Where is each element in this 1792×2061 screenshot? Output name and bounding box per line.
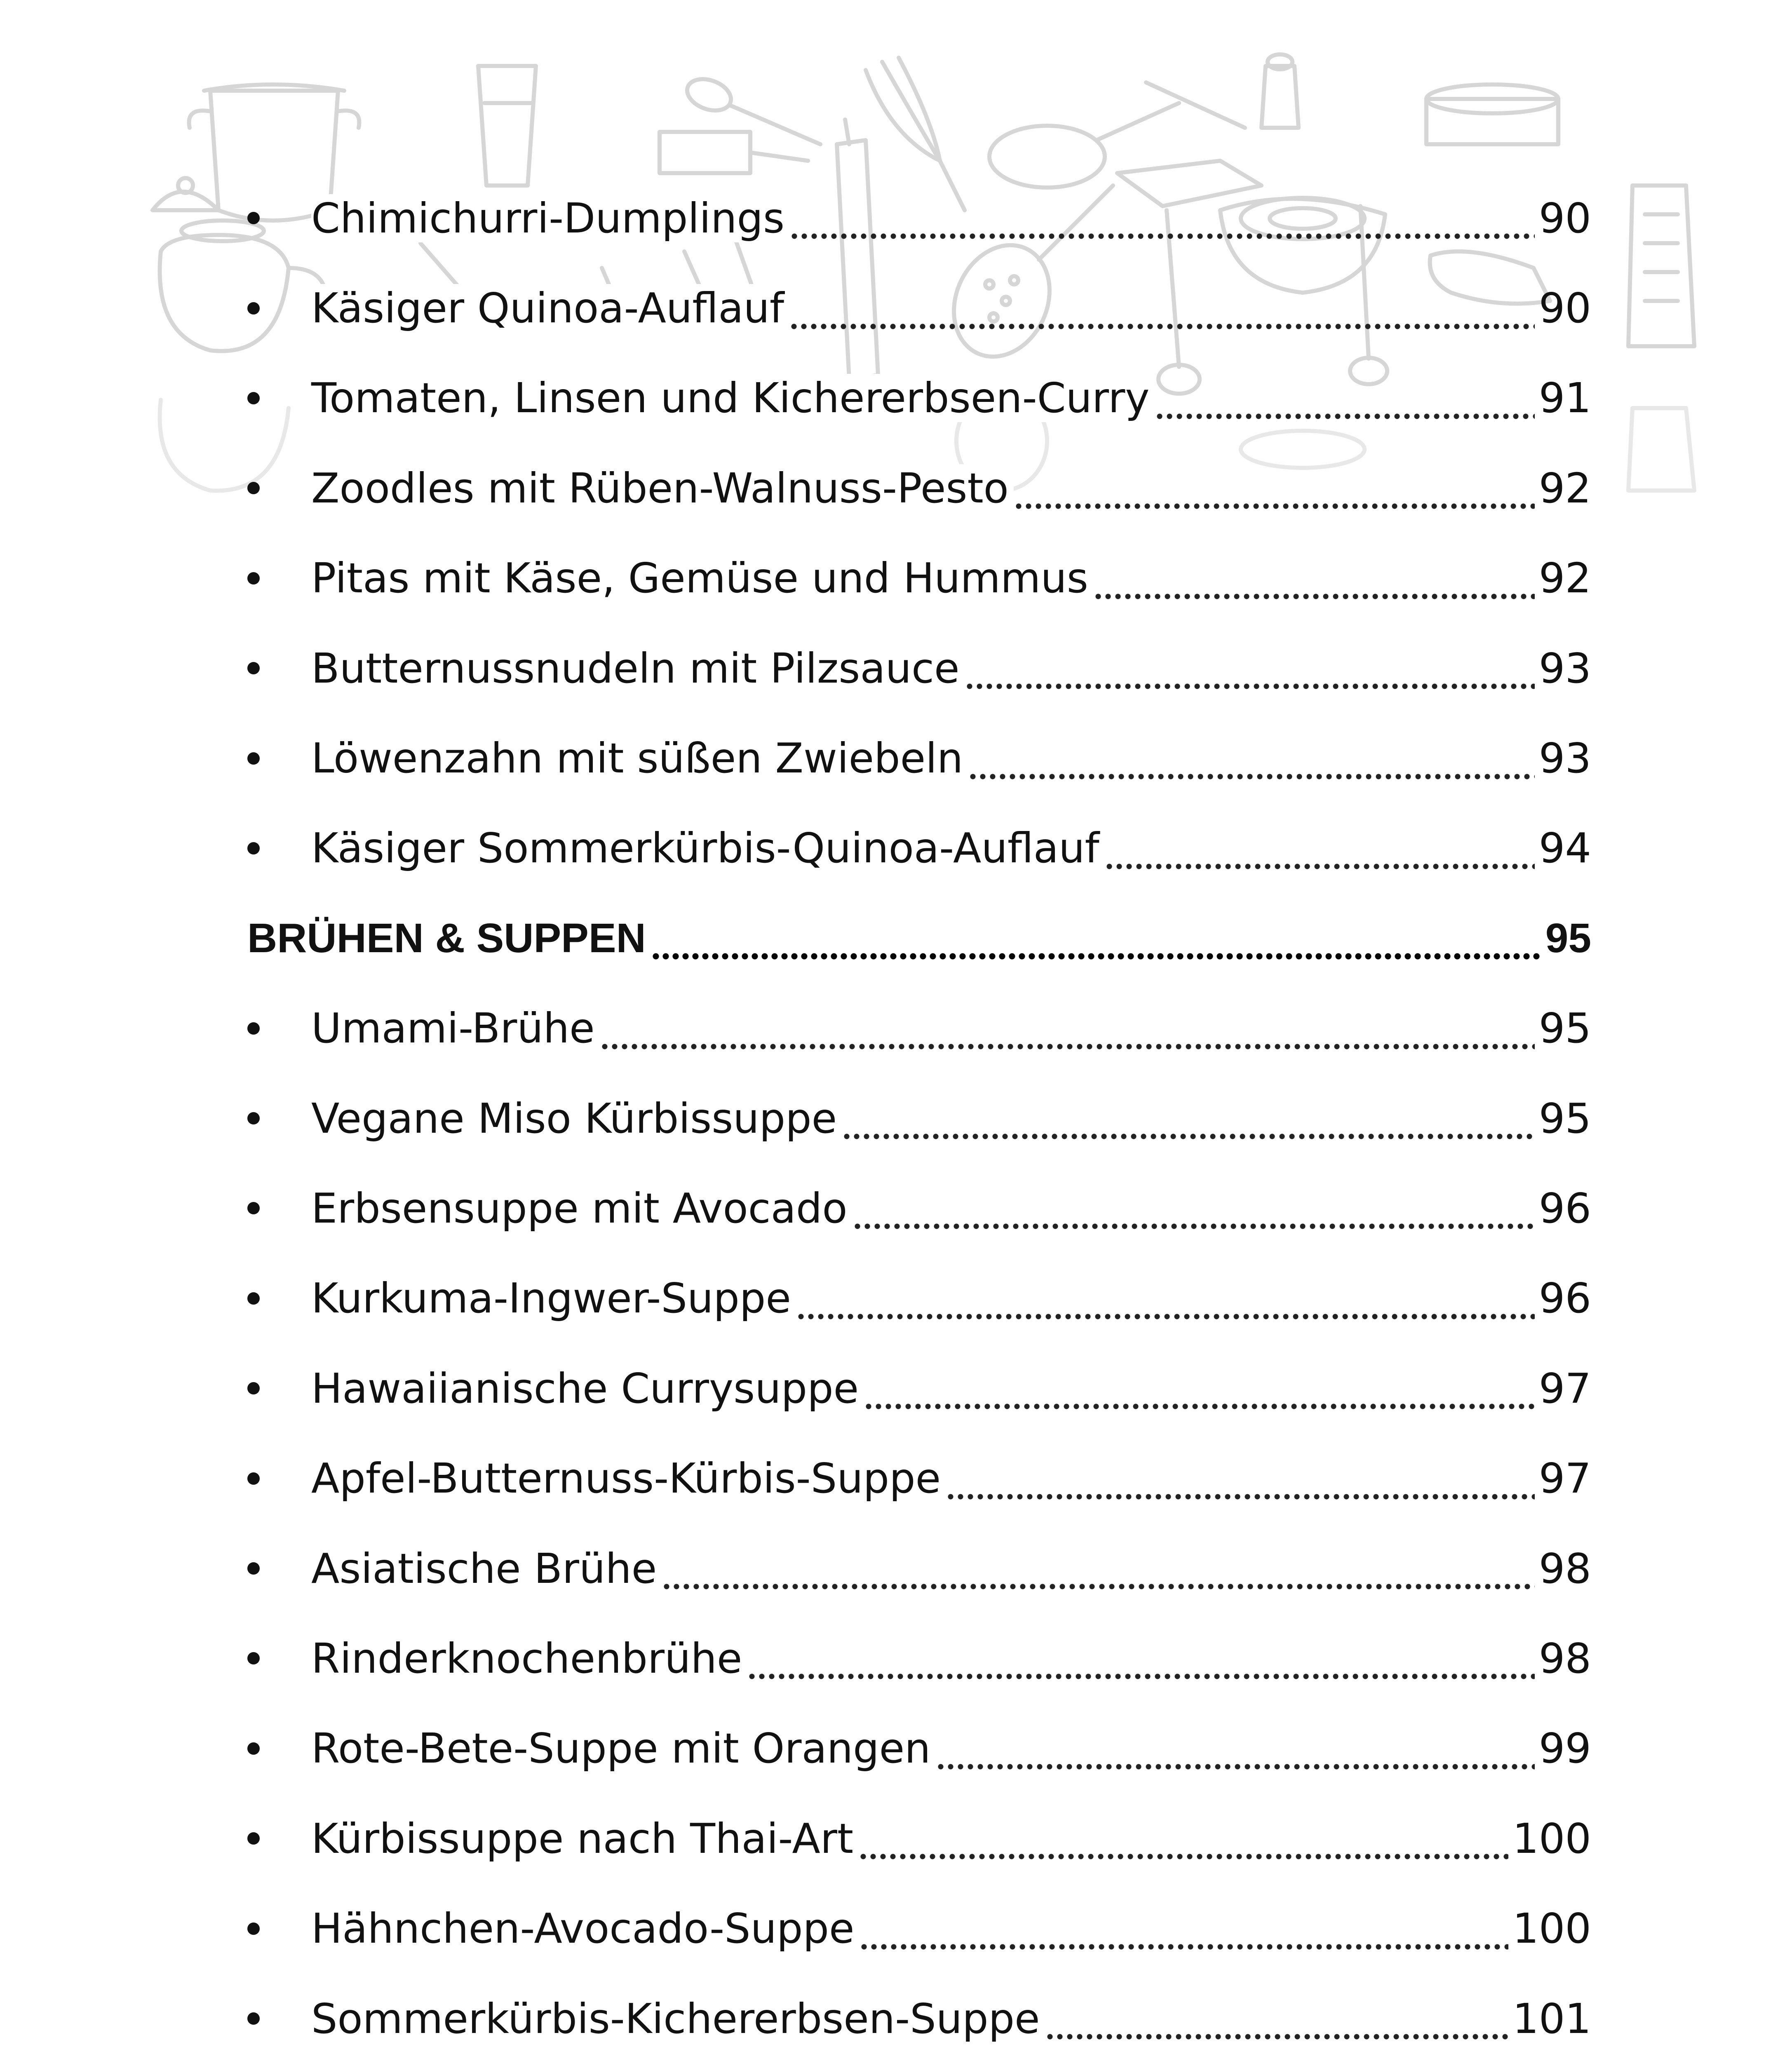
pepper-grinder-icon [1261,54,1299,128]
dot-leader [946,1465,1535,1507]
dot-leader [1045,2005,1509,2047]
dot-leader [1093,565,1535,606]
toc-entry[interactable] [247,623,1591,713]
toc-entry[interactable] [247,1254,1591,1343]
toc-entry[interactable] [247,1343,1591,1433]
toc-entry-page: 95 [1538,1004,1591,1053]
toc-entry-title: Vegane Miso Kürbissuppe [311,1094,842,1143]
toc-entry-title: Löwenzahn mit süßen Zwiebeln [311,734,968,782]
cake-pan-icon [1426,85,1558,144]
bullet-icon [247,1562,260,1575]
toc-entry[interactable] [247,1793,1591,1883]
bullet-icon [247,842,260,854]
bullet-icon [247,1652,260,1664]
toc-entry-page: 101 [1513,1994,1591,2043]
toc-entry-title: Sommerkürbis-Kichererbsen-Suppe [311,1995,1045,2043]
toc-entry-page: 92 [1538,554,1591,603]
dot-leader [747,1645,1534,1686]
toc-entry-title: Käsiger Quinoa-Auflauf [311,284,789,332]
toc-entry[interactable] [247,1523,1591,1613]
dot-leader [789,295,1535,336]
bullet-icon [247,1742,260,1755]
bullet-icon [247,1292,260,1305]
toc-section-page: 95 [1545,915,1591,961]
bullet-icon [247,482,260,494]
dot-leader [1104,835,1535,876]
toc-entry-title: Zoodles mit Rüben-Walnuss-Pesto [311,464,1014,512]
bullet-icon [247,392,260,404]
dot-leader [651,925,1541,966]
toc-entry[interactable] [247,443,1591,533]
knife-icon [660,132,808,173]
toc-entry[interactable] [247,984,1591,1073]
toc-entry-title: Rote-Bete-Suppe mit Orangen [311,1724,936,1772]
toc-entry[interactable] [247,173,1591,263]
toc-entry-page: 99 [1538,1724,1591,1773]
toc-entry-page: 90 [1538,194,1591,242]
dot-leader [859,1915,1508,1957]
toc-entry[interactable] [247,1433,1591,1523]
toc-entry[interactable] [247,1613,1591,1703]
bullet-icon [247,212,260,224]
bullet-icon [247,1112,260,1124]
toc-entry-title: Kurkuma-Ingwer-Suppe [311,1274,796,1322]
dot-leader [853,1195,1535,1236]
bullet-icon [247,1022,260,1035]
toc-entry[interactable] [247,1163,1591,1253]
toc-entry-title: Rinderknochenbrühe [311,1634,747,1683]
dot-leader [600,1015,1535,1056]
toc-entry[interactable] [247,533,1591,623]
toc-entry-page: 96 [1538,1184,1591,1232]
toc-section-title: BRÜHEN & SUPPEN [247,915,651,962]
toc-entry-page: 96 [1538,1274,1591,1323]
toc-entry-title: Chimichurri-Dumplings [311,194,789,242]
dot-leader [796,1285,1535,1326]
dot-leader [965,655,1535,696]
toc-entry-title: Hähnchen-Avocado-Suppe [311,1904,859,1953]
toc-entry[interactable] [247,1073,1591,1163]
toc-entry[interactable] [247,353,1591,443]
bullet-icon [247,1832,260,1845]
toc-section-heading[interactable] [247,893,1591,983]
toc-entry[interactable] [247,803,1591,893]
toc-entry-title: Kürbissuppe nach Thai-Art [311,1815,858,1863]
toc-entry[interactable] [247,713,1591,803]
toc-entry-page: 97 [1538,1364,1591,1413]
grater-icon [1628,185,1694,346]
dot-leader [968,745,1535,786]
toc-entry-page: 90 [1538,284,1591,333]
toc-entry-page: 94 [1538,824,1591,873]
dot-leader [662,1555,1534,1596]
toc-entry-page: 93 [1538,644,1591,692]
dot-leader [1155,385,1535,426]
toc-entry-page: 98 [1538,1544,1591,1593]
bullet-icon [247,1923,260,1935]
toc-entry-title: Butternussnudeln mit Pilzsauce [311,644,965,692]
toc-entry-page: 100 [1513,1814,1591,1863]
bullet-icon [247,1202,260,1214]
dot-leader [1014,475,1535,516]
toc-entry-page: 98 [1538,1634,1591,1683]
toc-entry-page: 93 [1538,734,1591,783]
dot-leader [858,1825,1508,1866]
bullet-icon [247,662,260,674]
toc-entry-page: 92 [1538,464,1591,512]
dot-leader [789,205,1535,246]
table-of-contents [247,173,1591,2061]
toc-entry-page: 97 [1538,1454,1591,1503]
bullet-icon [247,572,260,584]
toc-entry-title: Hawaiianische Currysuppe [311,1364,864,1413]
toc-entry[interactable] [247,263,1591,353]
toc-entry[interactable] [247,1704,1591,1793]
bullet-icon [247,1472,260,1485]
toc-entry-title: Umami-Brühe [311,1004,600,1052]
toc-entry-title: Pitas mit Käse, Gemüse und Hummus [311,554,1093,602]
lid-icon [153,178,218,210]
toc-entry-page: 95 [1538,1094,1591,1143]
toc-entry-page: 91 [1538,374,1591,423]
dot-leader [936,1735,1535,1777]
toc-entry-page: 100 [1513,1904,1591,1953]
bullet-icon [247,302,260,315]
dot-leader [842,1105,1535,1146]
toc-entry[interactable] [247,1883,1591,1973]
dot-leader [864,1375,1535,1416]
toc-entry[interactable] [247,1974,1591,2061]
toc-entry-title: Erbsensuppe mit Avocado [311,1184,853,1232]
bullet-icon [247,2012,260,2025]
toc-entry-title: Apfel-Butternuss-Kürbis-Suppe [311,1454,946,1502]
toc-entry-title: Käsiger Sommerkürbis-Quinoa-Auflauf [311,824,1104,872]
bullet-icon [247,752,260,765]
bullet-icon [247,1382,260,1394]
glass-icon [478,66,536,185]
toc-entry-title: Asiatische Brühe [311,1545,662,1593]
toc-entry-title: Tomaten, Linsen und Kichererbsen-Curry [311,374,1155,422]
